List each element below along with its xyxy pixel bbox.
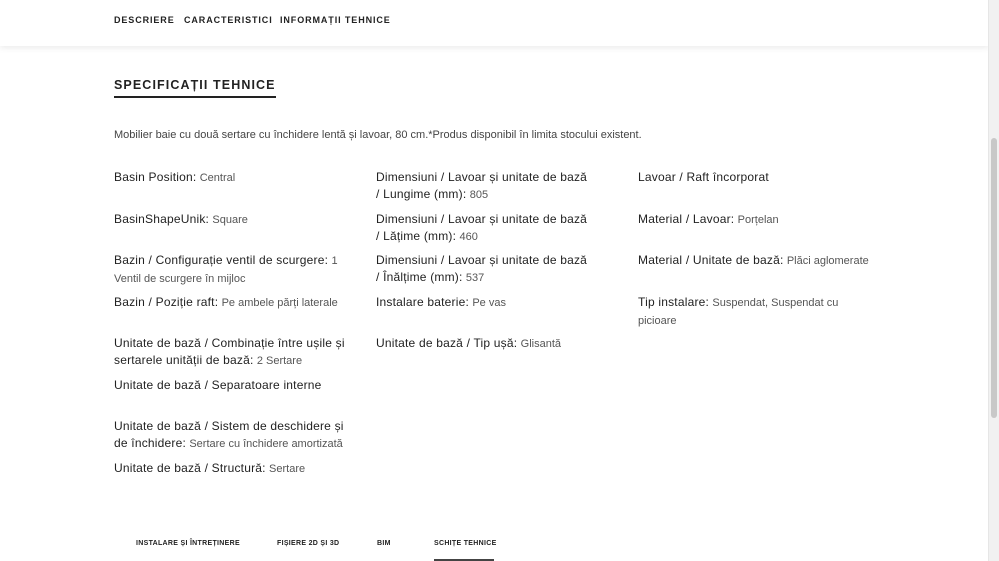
spec-height: Dimensiuni / Lavoar și unitate de bază / Înălțime (mm): 537	[376, 253, 588, 284]
tab-bim[interactable]: BIM	[377, 540, 391, 547]
nav-informatii-tehnice[interactable]: INFORMAȚII TEHNICE	[280, 15, 391, 25]
spec-built-in-shelf: Lavoar / Raft încorporat	[638, 170, 769, 184]
spec-basin-shape: BasinShapeUnik: Square	[114, 212, 248, 226]
spec-length: Dimensiuni / Lavoar și unitate de bază / Lungime (mm): 805	[376, 170, 588, 201]
spec-faucet-installation: Instalare baterie: Pe vas	[376, 295, 506, 309]
tab-installation-maintenance[interactable]: INSTALARE ȘI ÎNTREȚINERE	[136, 540, 240, 547]
product-description: Mobilier baie cu două sertare cu închidere lentă și lavoar, 80 cm.*Produs disponibil în limita stocului existent.	[114, 129, 642, 141]
scrollbar-thumb[interactable]	[991, 138, 997, 418]
spec-door-type: Unitate de bază / Tip ușă: Glisantă	[376, 336, 561, 350]
nav-descriere[interactable]: DESCRIERE	[114, 15, 175, 25]
spec-internal-dividers: Unitate de bază / Separatoare interne	[114, 378, 322, 392]
tab-2d-3d-files[interactable]: FIȘIERE 2D ȘI 3D	[277, 540, 340, 547]
section-title: SPECIFICAȚII TEHNICE	[114, 78, 276, 98]
spec-basin-material: Material / Lavoar: Porțelan	[638, 212, 779, 226]
spec-shelf-position: Bazin / Poziție raft: Pe ambele părți laterale	[114, 295, 338, 309]
nav-caracteristici[interactable]: CARACTERISTICI	[184, 15, 273, 25]
spec-installation-type: Tip instalare: Suspendat, Suspendat cu picioare	[638, 295, 839, 327]
spec-base-material: Material / Unitate de bază: Plăci aglomerate	[638, 253, 869, 267]
spec-structure: Unitate de bază / Structură: Sertare	[114, 461, 306, 475]
spec-width: Dimensiuni / Lavoar și unitate de bază / Lățime (mm): 460	[376, 212, 588, 243]
tab-technical-drawings[interactable]: SCHIȚE TEHNICE	[434, 540, 497, 547]
top-navigation	[0, 0, 989, 46]
spec-opening-system: Unitate de bază / Sistem de deschidere și de închidere: Sertare cu închidere amortizată	[114, 419, 344, 450]
page-scrollbar[interactable]	[988, 0, 999, 561]
spec-drain-config: Bazin / Configurație ventil de scurgere: 1 Ventil de scurgere în mijloc	[114, 253, 338, 285]
spec-door-drawer-combo: Unitate de bază / Combinație între ușile și sertarele unității de bază: 2 Sertare	[114, 336, 345, 367]
spec-basin-position: Basin Position: Central	[114, 170, 236, 184]
